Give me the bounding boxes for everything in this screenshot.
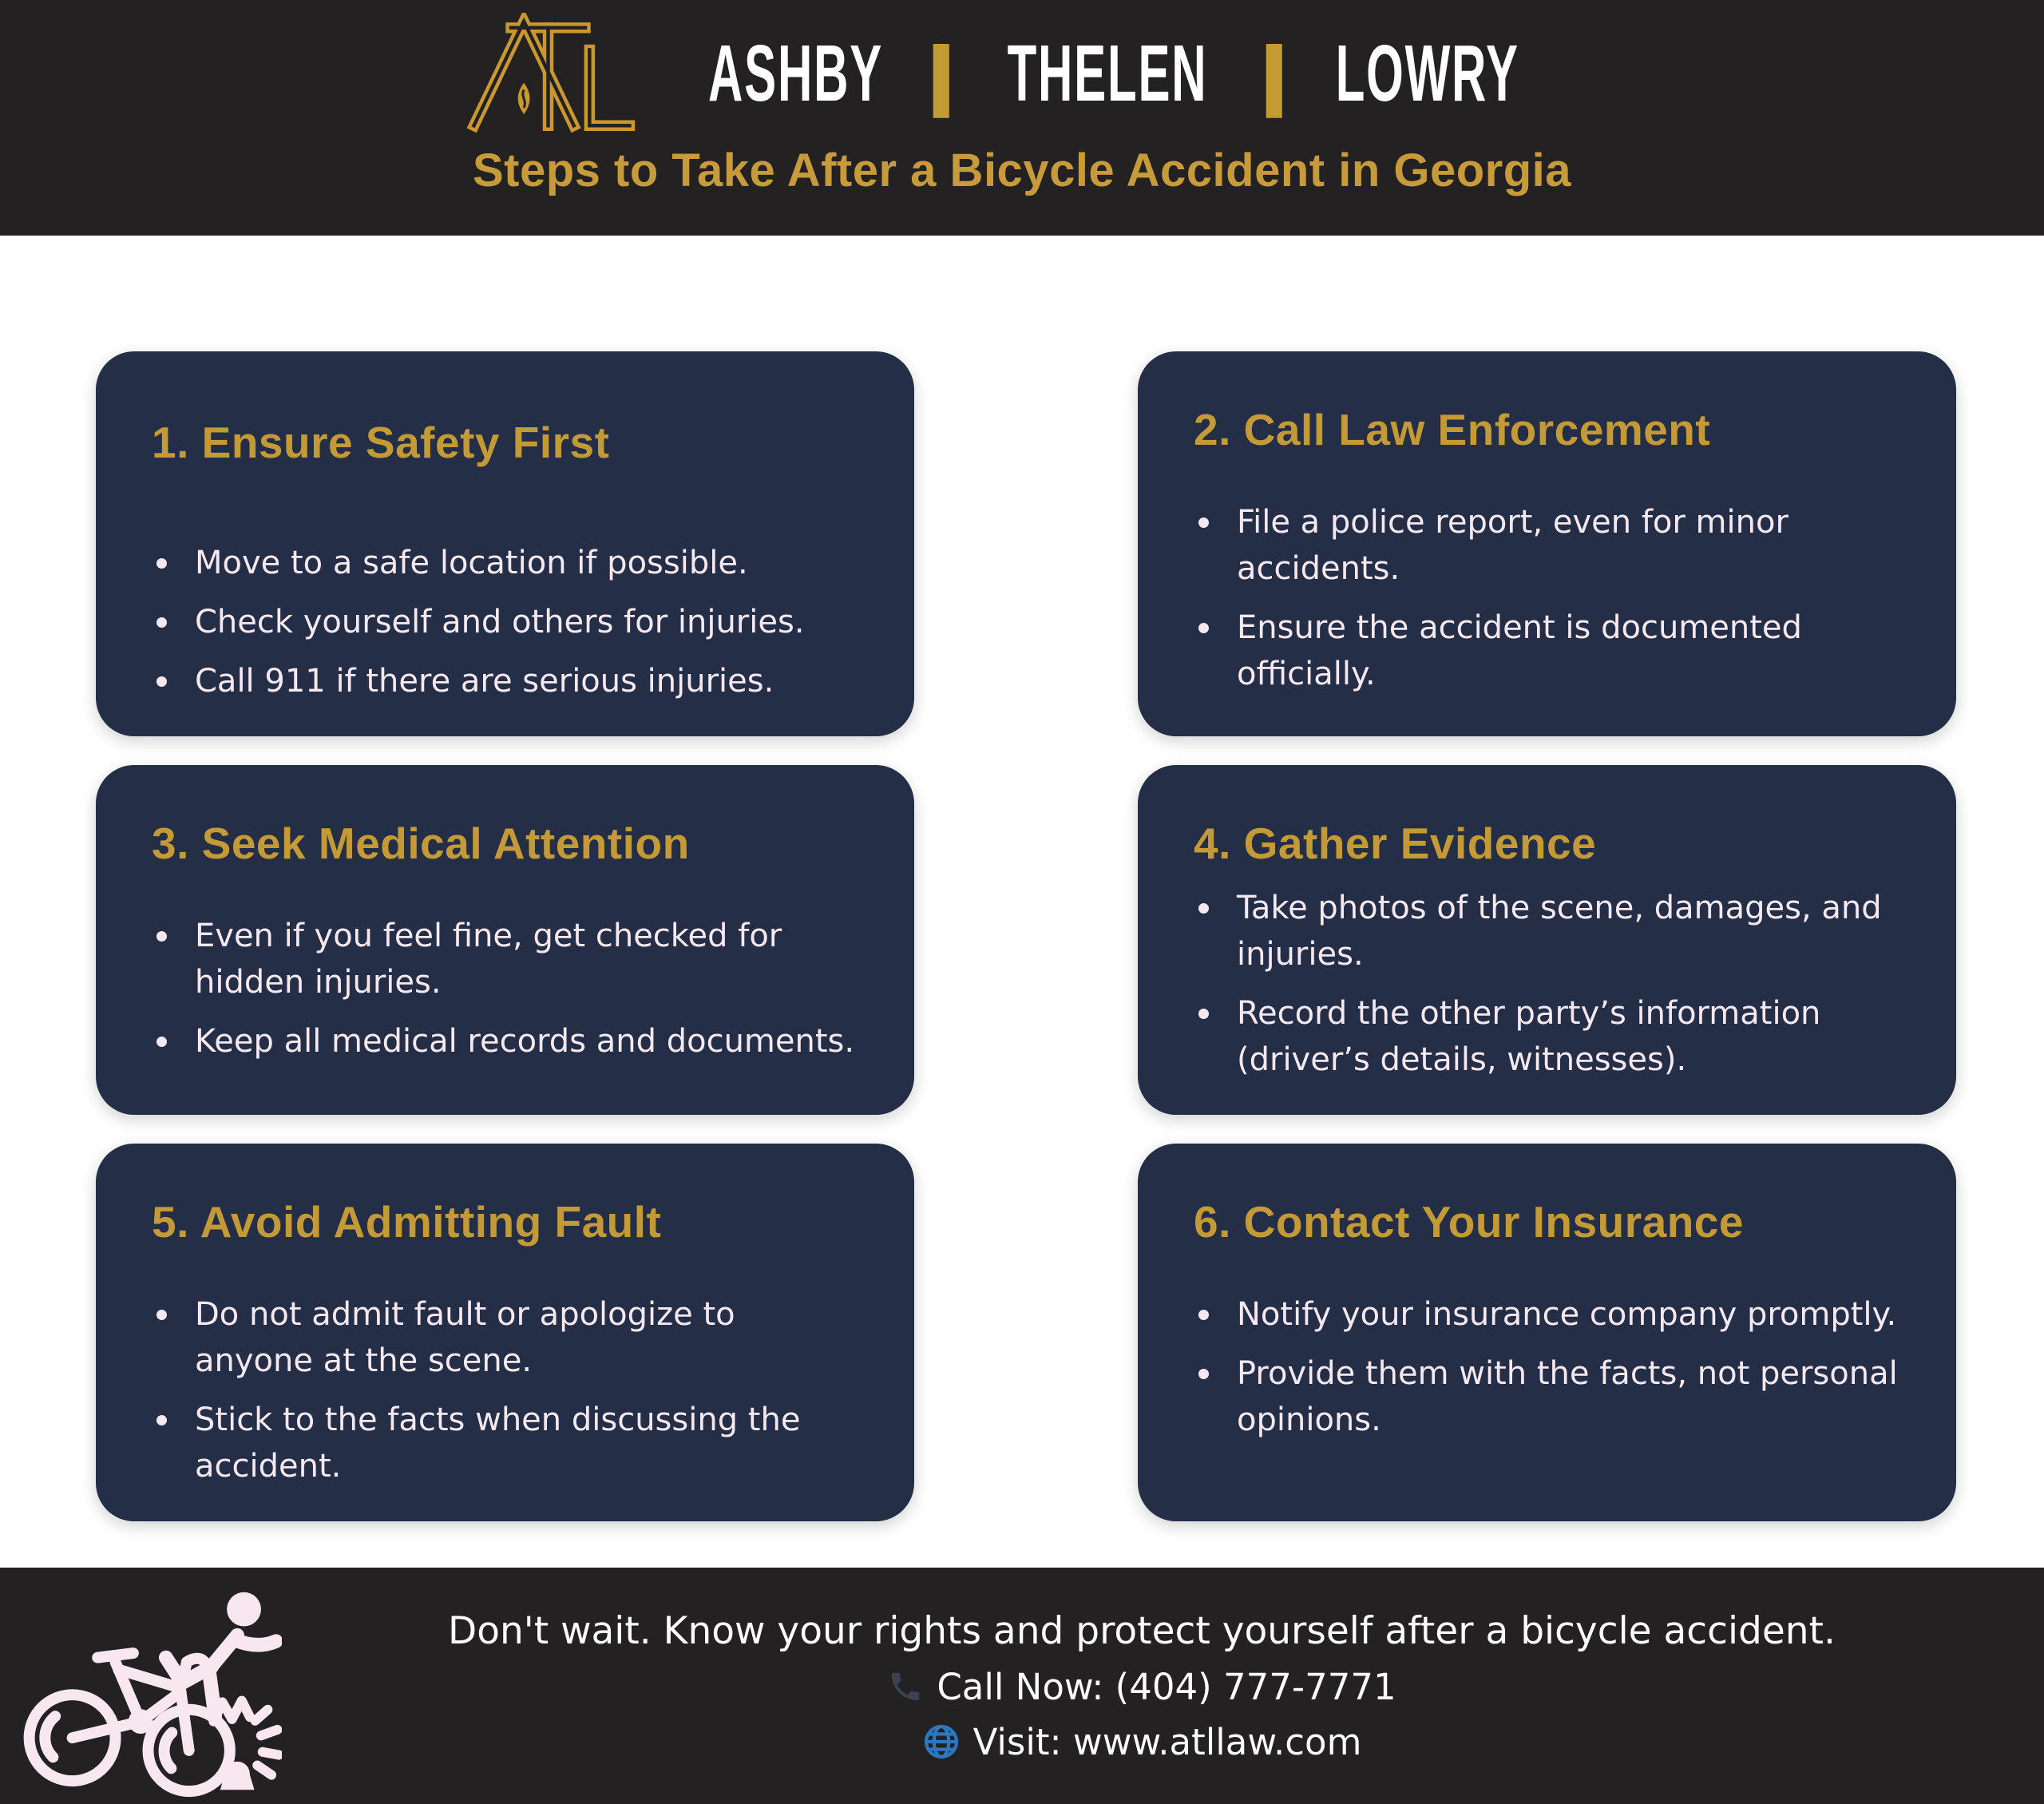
- step-card-2: [1138, 351, 1956, 736]
- bullet-item: Provide them with the facts, not personal opinions.: [1190, 1350, 1905, 1443]
- bullet-item: Stick to the facts when discussing the accident.: [149, 1397, 863, 1489]
- step-card-4: [1138, 765, 1956, 1115]
- bullet-list: [147, 913, 863, 1065]
- brand-row: [464, 6, 1580, 141]
- firm-word: THELEN: [1007, 28, 1208, 118]
- bullet-item: Move to a safe location if possible.: [149, 540, 863, 586]
- step-card-5: [96, 1144, 914, 1521]
- step-title: 2. Call Law Enforcement: [1194, 405, 1711, 454]
- bullet-item: Ensure the accident is documented officially.: [1190, 605, 1905, 697]
- bullet-item: Even if you feel fine, get checked for hidden injuries.: [149, 913, 863, 1005]
- bullet-item: Do not admit fault or apologize to anyone at the scene.: [149, 1291, 863, 1384]
- call-now-line: [887, 1666, 1396, 1708]
- globe-icon: [922, 1723, 961, 1761]
- bullet-item: Keep all medical records and documents.: [149, 1018, 863, 1065]
- step-card-6: [1138, 1144, 1956, 1521]
- bullet-item: Call 911 if there are serious injuries.: [149, 658, 863, 704]
- visit-text: Visit: www.atllaw.com: [972, 1720, 1362, 1763]
- phone-icon: [887, 1668, 924, 1705]
- step-card-3: [96, 765, 914, 1115]
- firm-word: ASHBY: [707, 28, 883, 118]
- step-title: 3. Seek Medical Attention: [152, 819, 690, 868]
- step-title: 6. Contact Your Insurance: [1194, 1197, 1744, 1247]
- bullet-list: [1189, 1291, 1905, 1443]
- step-title: 5. Avoid Admitting Fault: [152, 1197, 662, 1247]
- bullet-list: [147, 540, 863, 704]
- step-title: 4. Gather Evidence: [1194, 819, 1597, 868]
- bullet-item: Take photos of the scene, damages, and injuries.: [1190, 885, 1905, 977]
- page-title: Steps to Take After a Bicycle Accident in Georgia: [472, 145, 1572, 196]
- bicycle-crash-icon: [0, 1568, 295, 1804]
- bullet-item: Notify your insurance company promptly.: [1190, 1291, 1905, 1338]
- step-title: 1. Ensure Safety First: [152, 418, 610, 467]
- steps-grid: [0, 236, 2044, 1568]
- gold-divider: |: [1256, 29, 1292, 117]
- bullet-list: [1189, 885, 1905, 1083]
- firm-name: [650, 28, 1580, 120]
- bullet-item: Check yourself and others for injuries.: [149, 599, 863, 645]
- visit-line: [922, 1721, 1362, 1763]
- footer-message: Don't wait. Know your rights and protect yourself after a bicycle accident.: [448, 1608, 1836, 1653]
- bullet-item: File a police report, even for minor accidents.: [1190, 499, 1905, 592]
- bullet-list: [1189, 499, 1905, 697]
- footer-text-block: [295, 1609, 2044, 1763]
- step-card-1: [96, 351, 914, 736]
- call-now-text: Call Now: (404) 777-7771: [937, 1665, 1396, 1708]
- footer-band: [0, 1568, 2044, 1804]
- atl-logo-icon: [464, 13, 636, 134]
- bullet-item: Record the other party’s information (driver’s details, witnesses).: [1190, 990, 1905, 1083]
- header-band: [0, 0, 2044, 236]
- firm-word: LOWRY: [1335, 28, 1519, 118]
- bullet-list: [147, 1291, 863, 1489]
- gold-divider: |: [923, 29, 959, 117]
